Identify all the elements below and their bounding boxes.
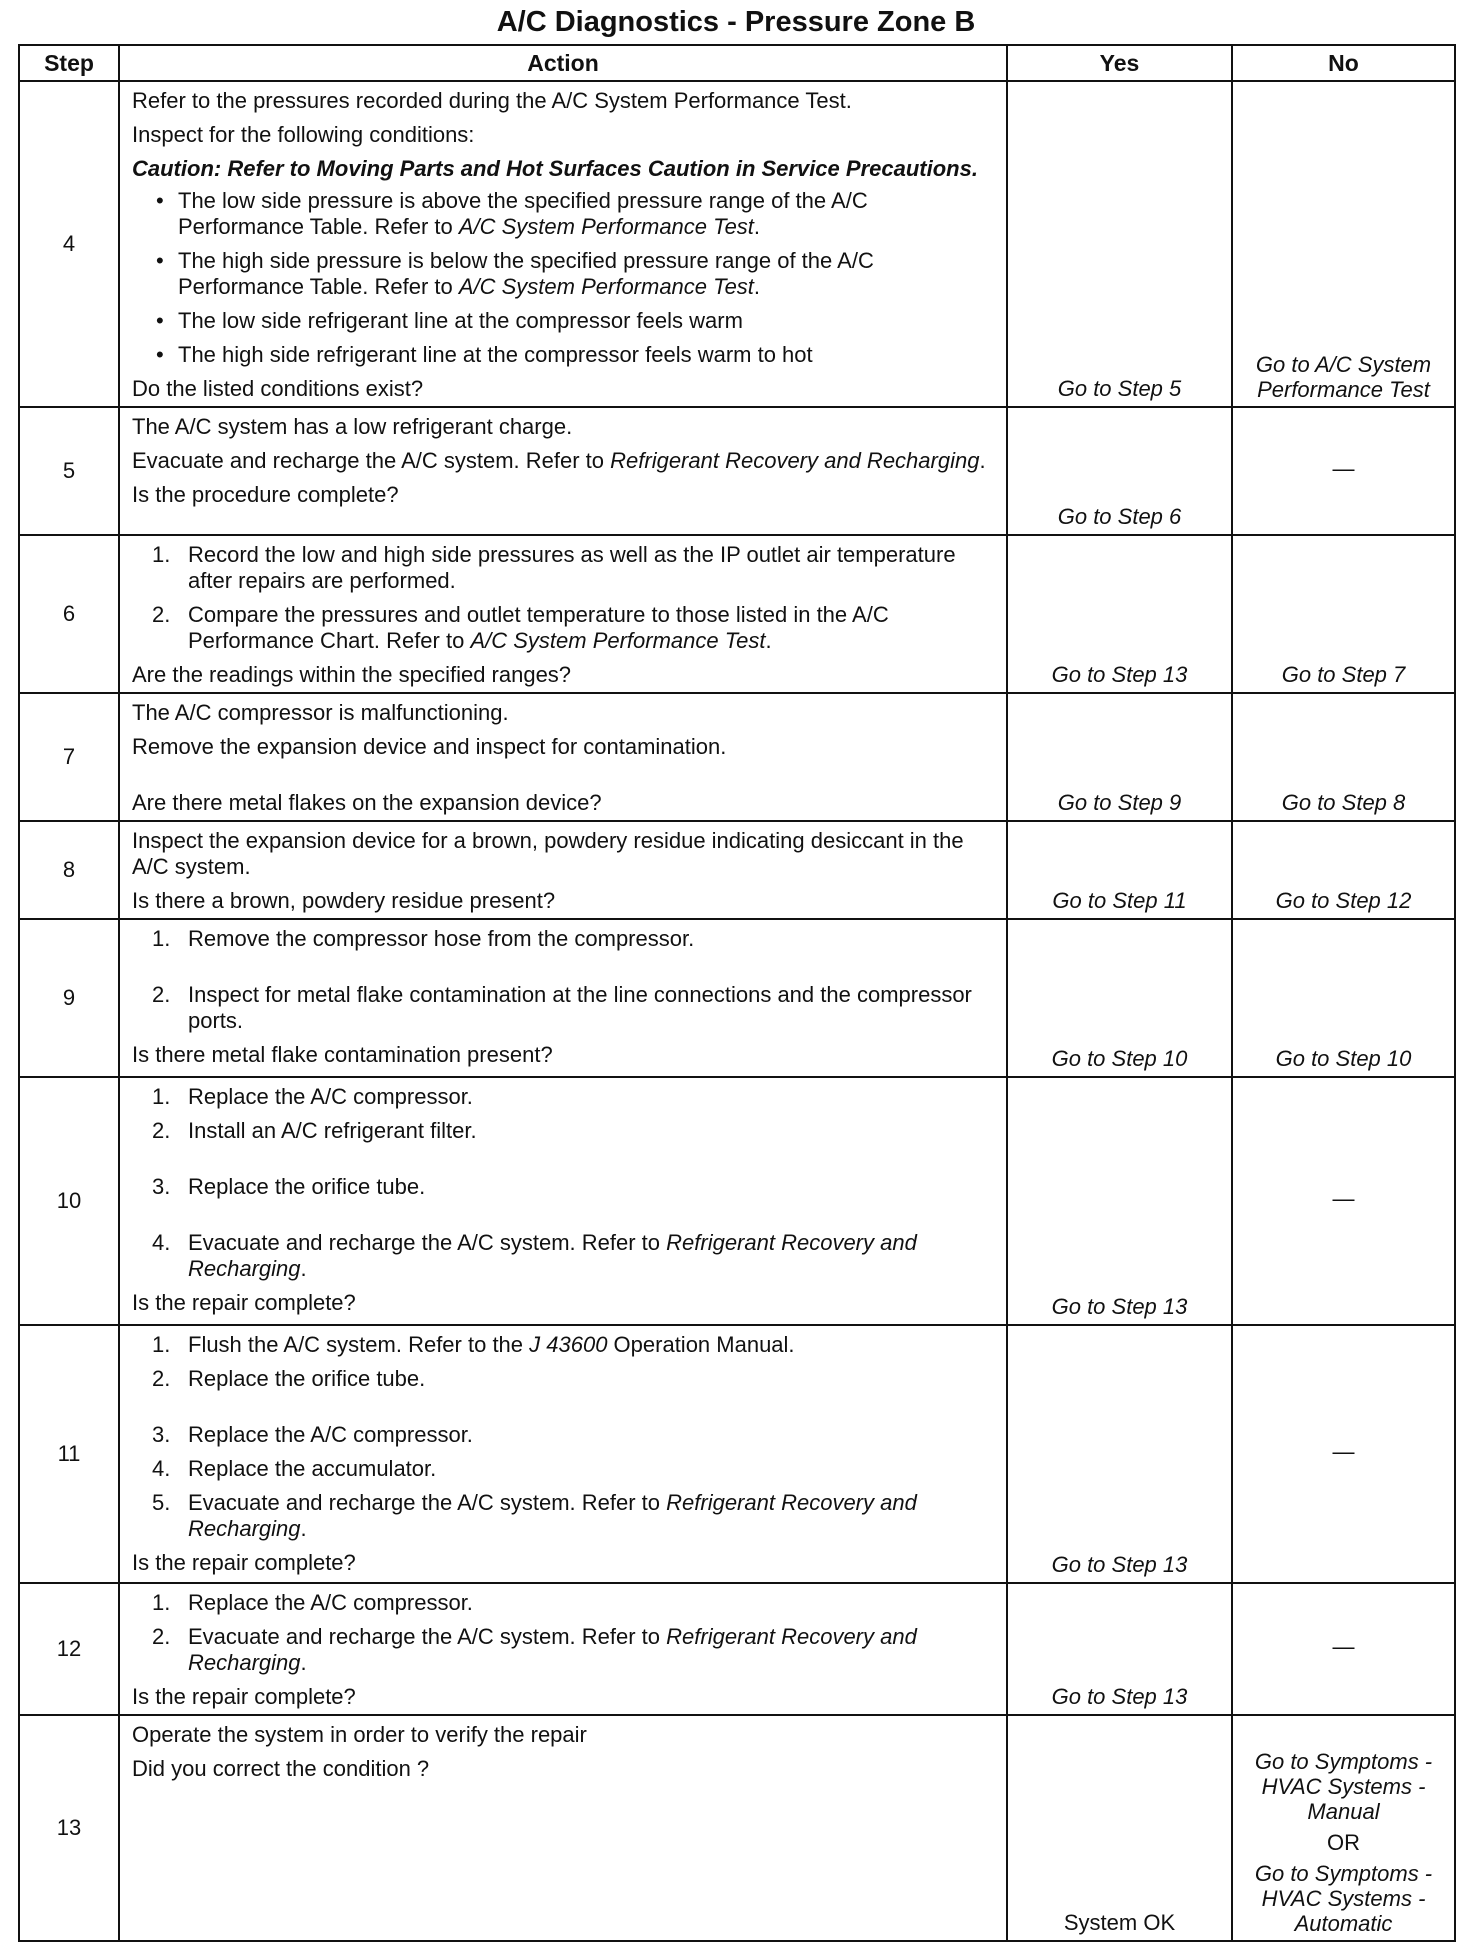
reference-link: A/C System Performance Test	[1257, 352, 1432, 402]
step-number: 8	[19, 821, 119, 919]
numbered-item: 2. Replace the orifice tube.	[152, 1366, 426, 1391]
numbered-item: 5. Evacuate and recharge the A/C system. Refer to Refrigerant Recovery and Recharging.	[152, 1490, 917, 1541]
reference-link: A/C System Performance Test	[458, 274, 754, 299]
action-text: Operate the system in order to verify the repair	[132, 1722, 587, 1747]
no-cell: Go to Step 8	[1232, 693, 1455, 821]
step-number: 5	[19, 407, 119, 535]
step-number: 12	[19, 1583, 119, 1715]
yes-cell: Go to Step 13	[1007, 535, 1232, 693]
table-row	[19, 535, 1455, 693]
table-row	[19, 919, 1455, 1077]
yes-cell: Go to Step 10	[1007, 919, 1232, 1077]
question-text: Did you correct the condition ?	[132, 1756, 430, 1781]
table-row	[19, 1325, 1455, 1583]
diagnostic-table	[18, 44, 1456, 1942]
yes-cell: Go to Step 5	[1007, 81, 1232, 407]
question-text: Is the repair complete?	[132, 1290, 356, 1315]
question-text: Is the procedure complete?	[132, 482, 399, 507]
reference-link: Refrigerant Recovery and Recharging	[188, 1624, 917, 1675]
bullet-item: • The low side refrigerant line at the compressor feels warm	[132, 308, 994, 334]
numbered-item: 3. Replace the orifice tube.	[152, 1174, 426, 1199]
table-row	[19, 1583, 1455, 1715]
reference-link: J 43600	[529, 1332, 608, 1357]
no-cell: Go to A/C System Performance Test	[1232, 81, 1455, 407]
caution-text: Caution: Refer to Moving Parts and Hot Surfaces Caution in Service Precautions.	[132, 156, 978, 181]
action-text: Inspect for the following conditions:	[132, 122, 475, 147]
reference-link: A/C System Performance Test	[470, 628, 766, 653]
action-cell	[119, 1583, 1007, 1715]
action-cell	[119, 81, 1007, 407]
numbered-item: 2. Install an A/C refrigerant filter.	[152, 1118, 477, 1143]
numbered-item: 1. Flush the A/C system. Refer to the J 43600 Operation Manual.	[152, 1332, 795, 1357]
reference-link: Symptoms - HVAC Systems - Manual	[1261, 1749, 1433, 1824]
numbered-item: 2. Compare the pressures and outlet temperature to those listed in the A/C Performance Chart. Refer to A/C System Performance Test.	[152, 602, 889, 653]
no-cell: —	[1232, 1325, 1455, 1583]
header-yes: Yes	[1007, 45, 1232, 81]
action-text: Inspect the expansion device for a brown, powdery residue indicating desiccant in the A/C system.	[132, 828, 964, 879]
numbered-item: 1. Replace the A/C compressor.	[152, 1084, 473, 1109]
no-option-automatic: Go to Symptoms - HVAC Systems - Automatic	[1254, 1861, 1433, 1936]
action-cell	[119, 407, 1007, 535]
action-cell	[119, 919, 1007, 1077]
step-number: 11	[19, 1325, 119, 1583]
action-cell	[119, 535, 1007, 693]
question-text: Is the repair complete?	[132, 1684, 356, 1709]
table-row	[19, 1077, 1455, 1325]
numbered-item: 4. Replace the accumulator.	[152, 1456, 437, 1481]
yes-cell: Go to Step 13	[1007, 1325, 1232, 1583]
action-cell	[119, 693, 1007, 821]
yes-cell: Go to Step 6	[1007, 407, 1232, 535]
action-cell	[119, 1325, 1007, 1583]
yes-cell: Go to Step 9	[1007, 693, 1232, 821]
header-no: No	[1232, 45, 1455, 81]
question-text: Do the listed conditions exist?	[132, 376, 424, 401]
table-row	[19, 821, 1455, 919]
action-text: Evacuate and recharge the A/C system. Refer to Refrigerant Recovery and Recharging.	[132, 448, 986, 473]
step-number: 13	[19, 1715, 119, 1941]
yes-cell: Go to Step 11	[1007, 821, 1232, 919]
question-text: Are there metal flakes on the expansion device?	[132, 790, 602, 815]
table-row	[19, 1715, 1455, 1941]
numbered-item: 1. Record the low and high side pressures as well as the IP outlet air temperature after repairs are performed.	[152, 542, 956, 593]
header-row	[19, 45, 1455, 81]
question-text: Are the readings within the specified ranges?	[132, 662, 572, 687]
question-text: Is there metal flake contamination present?	[132, 1042, 553, 1067]
numbered-item: 2. Inspect for metal flake contamination at the line connections and the compressor ports.	[152, 982, 972, 1033]
bullet-item: • The low side pressure is above the specified pressure range of the A/C Performance Table. Refer to A/C System Performance Test.	[132, 188, 994, 240]
action-text: Refer to the pressures recorded during the A/C System Performance Test.	[132, 88, 852, 113]
no-cell: —	[1232, 407, 1455, 535]
reference-link: Symptoms - HVAC Systems - Automatic	[1261, 1861, 1433, 1936]
reference-link: A/C System Performance Test	[458, 214, 754, 239]
header-action: Action	[119, 45, 1007, 81]
no-cell: Go to Step 7	[1232, 535, 1455, 693]
yes-cell: Go to Step 13	[1007, 1583, 1232, 1715]
yes-cell: System OK	[1007, 1715, 1232, 1941]
no-cell: —	[1232, 1077, 1455, 1325]
numbered-item: 2. Evacuate and recharge the A/C system. Refer to Refrigerant Recovery and Recharging.	[152, 1624, 917, 1675]
question-text: Is the repair complete?	[132, 1550, 356, 1575]
no-cell: Go to Step 12	[1232, 821, 1455, 919]
numbered-item: 4. Evacuate and recharge the A/C system. Refer to Refrigerant Recovery and Recharging.	[152, 1230, 917, 1281]
action-cell	[119, 1715, 1007, 1941]
reference-link: Refrigerant Recovery and Recharging	[188, 1230, 917, 1281]
action-cell	[119, 1077, 1007, 1325]
yes-cell: Go to Step 13	[1007, 1077, 1232, 1325]
numbered-item: 1. Remove the compressor hose from the compressor.	[152, 926, 695, 951]
action-text: Remove the expansion device and inspect for contamination.	[132, 734, 727, 759]
bullet-item: • The high side pressure is below the specified pressure range of the A/C Performance Table. Refer to A/C System Performance Test.	[132, 248, 994, 300]
header-step: Step	[19, 45, 119, 81]
table-row	[19, 407, 1455, 535]
action-text: The A/C system has a low refrigerant charge.	[132, 414, 573, 439]
action-cell	[119, 821, 1007, 919]
bullet-item: • The high side refrigerant line at the compressor feels warm to hot	[132, 342, 994, 368]
question-text: Is there a brown, powdery residue present?	[132, 888, 556, 913]
step-number: 9	[19, 919, 119, 1077]
no-cell: Go to Step 10	[1232, 919, 1455, 1077]
action-text: The A/C compressor is malfunctioning.	[132, 700, 509, 725]
numbered-item: 3. Replace the A/C compressor.	[152, 1422, 473, 1447]
page-title: A/C Diagnostics - Pressure Zone B	[496, 6, 976, 38]
reference-link: Refrigerant Recovery and Recharging	[188, 1490, 917, 1541]
no-cell: —	[1232, 1583, 1455, 1715]
numbered-item: 1. Replace the A/C compressor.	[152, 1590, 473, 1615]
step-number: 6	[19, 535, 119, 693]
or-separator: OR	[1327, 1830, 1360, 1855]
step-number: 10	[19, 1077, 119, 1325]
no-cell	[1232, 1715, 1455, 1941]
table-row	[19, 81, 1455, 407]
step-number: 4	[19, 81, 119, 407]
step-number: 7	[19, 693, 119, 821]
no-option-manual: Go to Symptoms - HVAC Systems - Manual	[1254, 1749, 1433, 1824]
reference-link: Refrigerant Recovery and Recharging	[610, 448, 980, 473]
table-row	[19, 693, 1455, 821]
